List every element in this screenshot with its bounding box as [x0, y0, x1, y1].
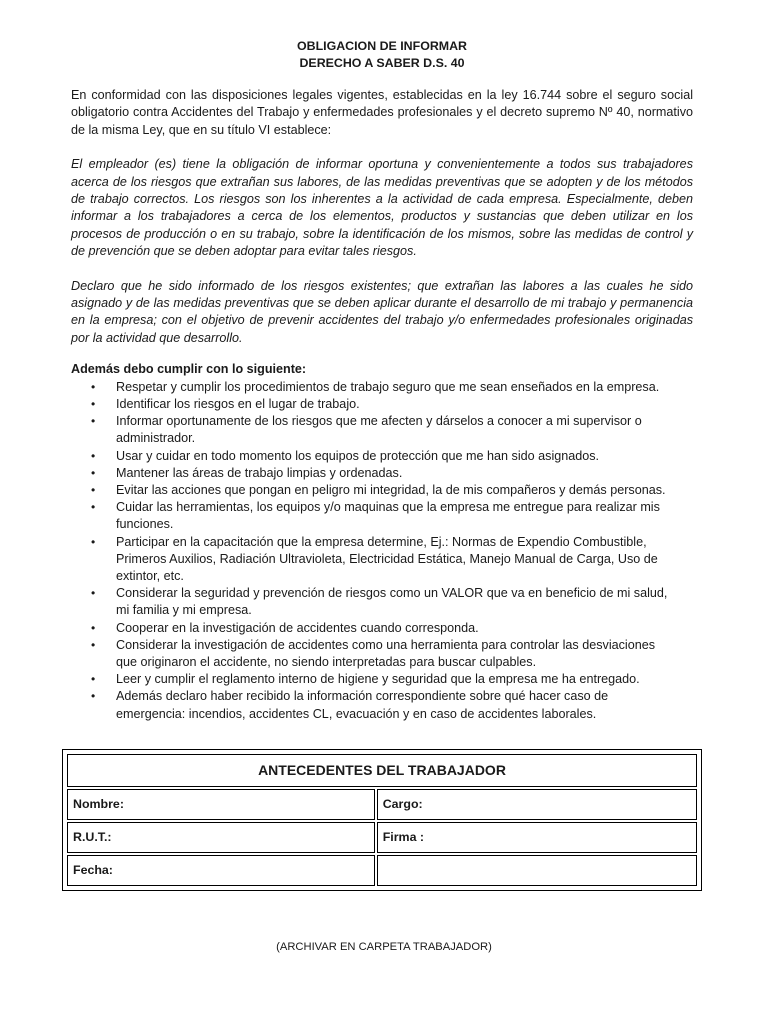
bullet-icon: •	[91, 500, 96, 515]
signature-field-cell: Firma :	[377, 822, 697, 853]
duty-text: Respetar y cumplir los procedimientos de trabajo seguro que me sean enseñados en la empresa.	[116, 379, 660, 394]
duty-text: Cooperar en la investigación de accidentes cuando corresponda.	[116, 620, 479, 635]
duty-item	[71, 585, 693, 619]
bullet-icon: •	[91, 396, 96, 411]
name-field-cell: Nombre:	[67, 789, 375, 820]
archive-note: (ARCHIVAR EN CARPETA TRABAJADOR)	[276, 941, 492, 953]
duty-item	[71, 465, 693, 482]
duty-item	[71, 413, 693, 447]
duty-text: Participar en la capacitación que la empresa determine, Ej.: Normas de Expendio Combustible, Primeros Auxilios, Radiación Ultravioleta, Electricidad Estática, Manejo Manual de Carga, Uso de extintor, etc.	[116, 534, 658, 583]
role-field-cell: Cargo:	[377, 789, 697, 820]
worker-details-table	[65, 752, 699, 888]
document-title	[71, 38, 693, 72]
duty-item	[71, 671, 693, 688]
duty-text: Considerar la seguridad y prevención de riesgos como un VALOR que va en beneficio de mi salud, mi familia y mi empresa.	[116, 586, 668, 618]
duty-text: Evitar las acciones que pongan en peligro mi integridad, la de mis compañeros y demás personas.	[116, 482, 666, 497]
duty-text: Considerar la investigación de accidentes como una herramienta para controlar las desviaciones que originaron el accidente, no siendo interpretadas para buscar culpables.	[116, 637, 656, 669]
worker-declaration-paragraph: Declaro que he sido informado de los riesgos existentes; que extrañan las labores a las cuales he sido asignado y de las medidas preventivas que se deben aplicar durante el desarrollo de mi trabajo y permanencia en la empresa; con el objetivo de prevenir accidentes del trabajo y/o enfermedades profesionales originadas por la actividad que desarrollo.	[71, 278, 693, 345]
duty-text: Cuidar las herramientas, los equipos y/o maquinas que la empresa me entregue para realizar mis funciones.	[116, 500, 660, 532]
duty-item	[71, 396, 693, 413]
worker-details-table-frame	[62, 749, 702, 891]
bullet-icon: •	[91, 414, 96, 429]
worker-details-heading: ANTECEDENTES DEL TRABAJADOR	[67, 754, 697, 787]
duties-heading: Además debo cumplir con lo siguiente:	[71, 362, 307, 377]
duty-text: Informar oportunamente de los riesgos que me afecten y dárselos a conocer a mi supervisor o administrador.	[116, 414, 642, 446]
bullet-icon: •	[91, 534, 96, 549]
legal-basis-paragraph: En conformidad con las disposiciones legales vigentes, establecidas en la ley 16.744 sobre el seguro social obligatorio contra Accidentes del Trabajo y enfermedades profesionales y el decreto supremo Nº 40, normativo de la misma Ley, que en su título VI establece:	[71, 88, 693, 137]
duty-item	[71, 688, 693, 722]
duty-item	[71, 482, 693, 499]
duty-item	[71, 379, 693, 396]
bullet-icon: •	[91, 689, 96, 704]
duty-text: Usar y cuidar en todo momento los equipos de protección que me han sido asignados.	[116, 448, 600, 463]
duty-text: Identificar los riesgos en el lugar de trabajo.	[116, 396, 360, 411]
title-line-1: OBLIGACION DE INFORMAR	[296, 39, 468, 53]
duties-list	[71, 379, 693, 723]
bullet-icon: •	[91, 448, 96, 463]
bullet-icon: •	[91, 379, 96, 394]
bullet-icon: •	[91, 637, 96, 652]
employer-obligation-paragraph: El empleador (es) tiene la obligación de informar oportuna y convenientemente a todos sus trabajadores acerca de los riesgos que extrañan sus labores, de las medidas preventivas que se adopten y de los métodos de trabajo correctos. Los riesgos son los inherentes a la actividad de cada empresa. Especialmente, deben informar a los trabajadores a cerca de los elementos, productos y sustancias que deben utilizar en los procesos de producción o en su trabajo, sobre la identificación de los mismos, sobre las medidas de control y de prevención que se deben adoptar para evitar tales riesgos.	[71, 157, 693, 259]
date-field-cell: Fecha:	[67, 855, 375, 886]
duty-text: Leer y cumplir el reglamento interno de higiene y seguridad que la empresa me ha entregado.	[116, 672, 640, 687]
duty-item	[71, 620, 693, 637]
rut-field-cell: R.U.T.:	[67, 822, 375, 853]
bullet-icon: •	[91, 465, 96, 480]
bullet-icon: •	[91, 586, 96, 601]
duty-item	[71, 637, 693, 671]
duty-item	[71, 534, 693, 586]
title-line-2: DERECHO A SABER D.S. 40	[299, 56, 465, 70]
empty-field-cell	[377, 855, 697, 886]
bullet-icon: •	[91, 482, 96, 497]
duty-item	[71, 448, 693, 465]
bullet-icon: •	[91, 672, 96, 687]
bullet-icon: •	[91, 620, 96, 635]
duty-item	[71, 499, 693, 533]
duty-text: Además declaro haber recibido la información correspondiente sobre qué hacer caso de emergencia: incendios, accidentes CL, evacuación y en caso de accidentes laborales.	[116, 689, 609, 721]
duty-text: Mantener las áreas de trabajo limpias y ordenadas.	[116, 465, 403, 480]
document-page	[71, 38, 693, 891]
